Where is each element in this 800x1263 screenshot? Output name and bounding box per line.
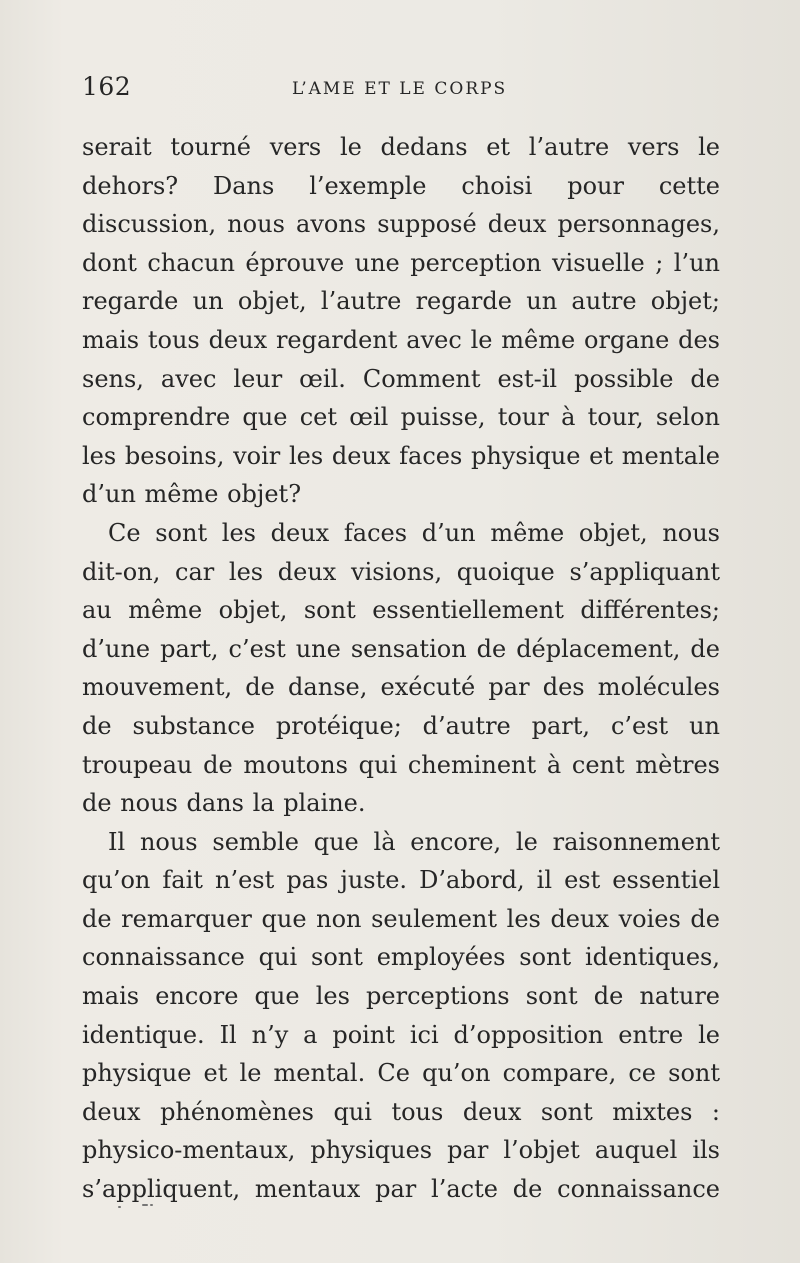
print-speck <box>142 1204 148 1206</box>
print-speck <box>118 1206 121 1208</box>
print-speck <box>150 1204 153 1206</box>
text-body <box>82 128 720 1209</box>
running-head <box>82 72 722 108</box>
paragraph-continued: serait tourné vers le dedans et l’autre vers le dehors? Dans l’exemple choisi pour cette discussion, nous avons supposé deux personnages, dont chacun éprouve une perception visuelle ; l’un regarde un objet, l’autre regarde un autre objet; mais tous deux regardent avec le même organe des sens, avec leur œil. Comment est-il possible de comprendre que cet œil puisse, tour à tour, selon les besoins, voir les deux faces physique et mentale d’un même objet? <box>82 133 720 509</box>
paragraph: Ce sont les deux faces d’un même objet, nous dit-on, car les deux visions, quoique s’appliquant au même objet, sont essentiellement différentes; d’une part, c’est une sensation de déplacement, de mouvement, de danse, exécuté par des molécules de substance protéique; d’autre part, c’est un troupeau de moutons qui cheminent à cent mètres de nous dans la plaine. <box>82 518 720 818</box>
paragraph: Il nous semble que là encore, le raisonnement qu’on fait n’est pas juste. D’abord, il est essentiel de remarquer que non seulement les deux voies de connaissance qui sont employées sont identiques, mais encore que les perceptions sont de nature identique. Il n’y a point ici d’opposition entre le physique et le mental. Ce qu’on compare, ce sont deux phénomènes qui tous deux sont mixtes : physico-mentaux, physiques par l’objet auquel ils s’appliquent, mentaux par l’acte de connaissance <box>82 827 720 1204</box>
running-title: L’AME ET LE CORPS <box>292 79 508 99</box>
page-number: 162 <box>82 72 132 101</box>
